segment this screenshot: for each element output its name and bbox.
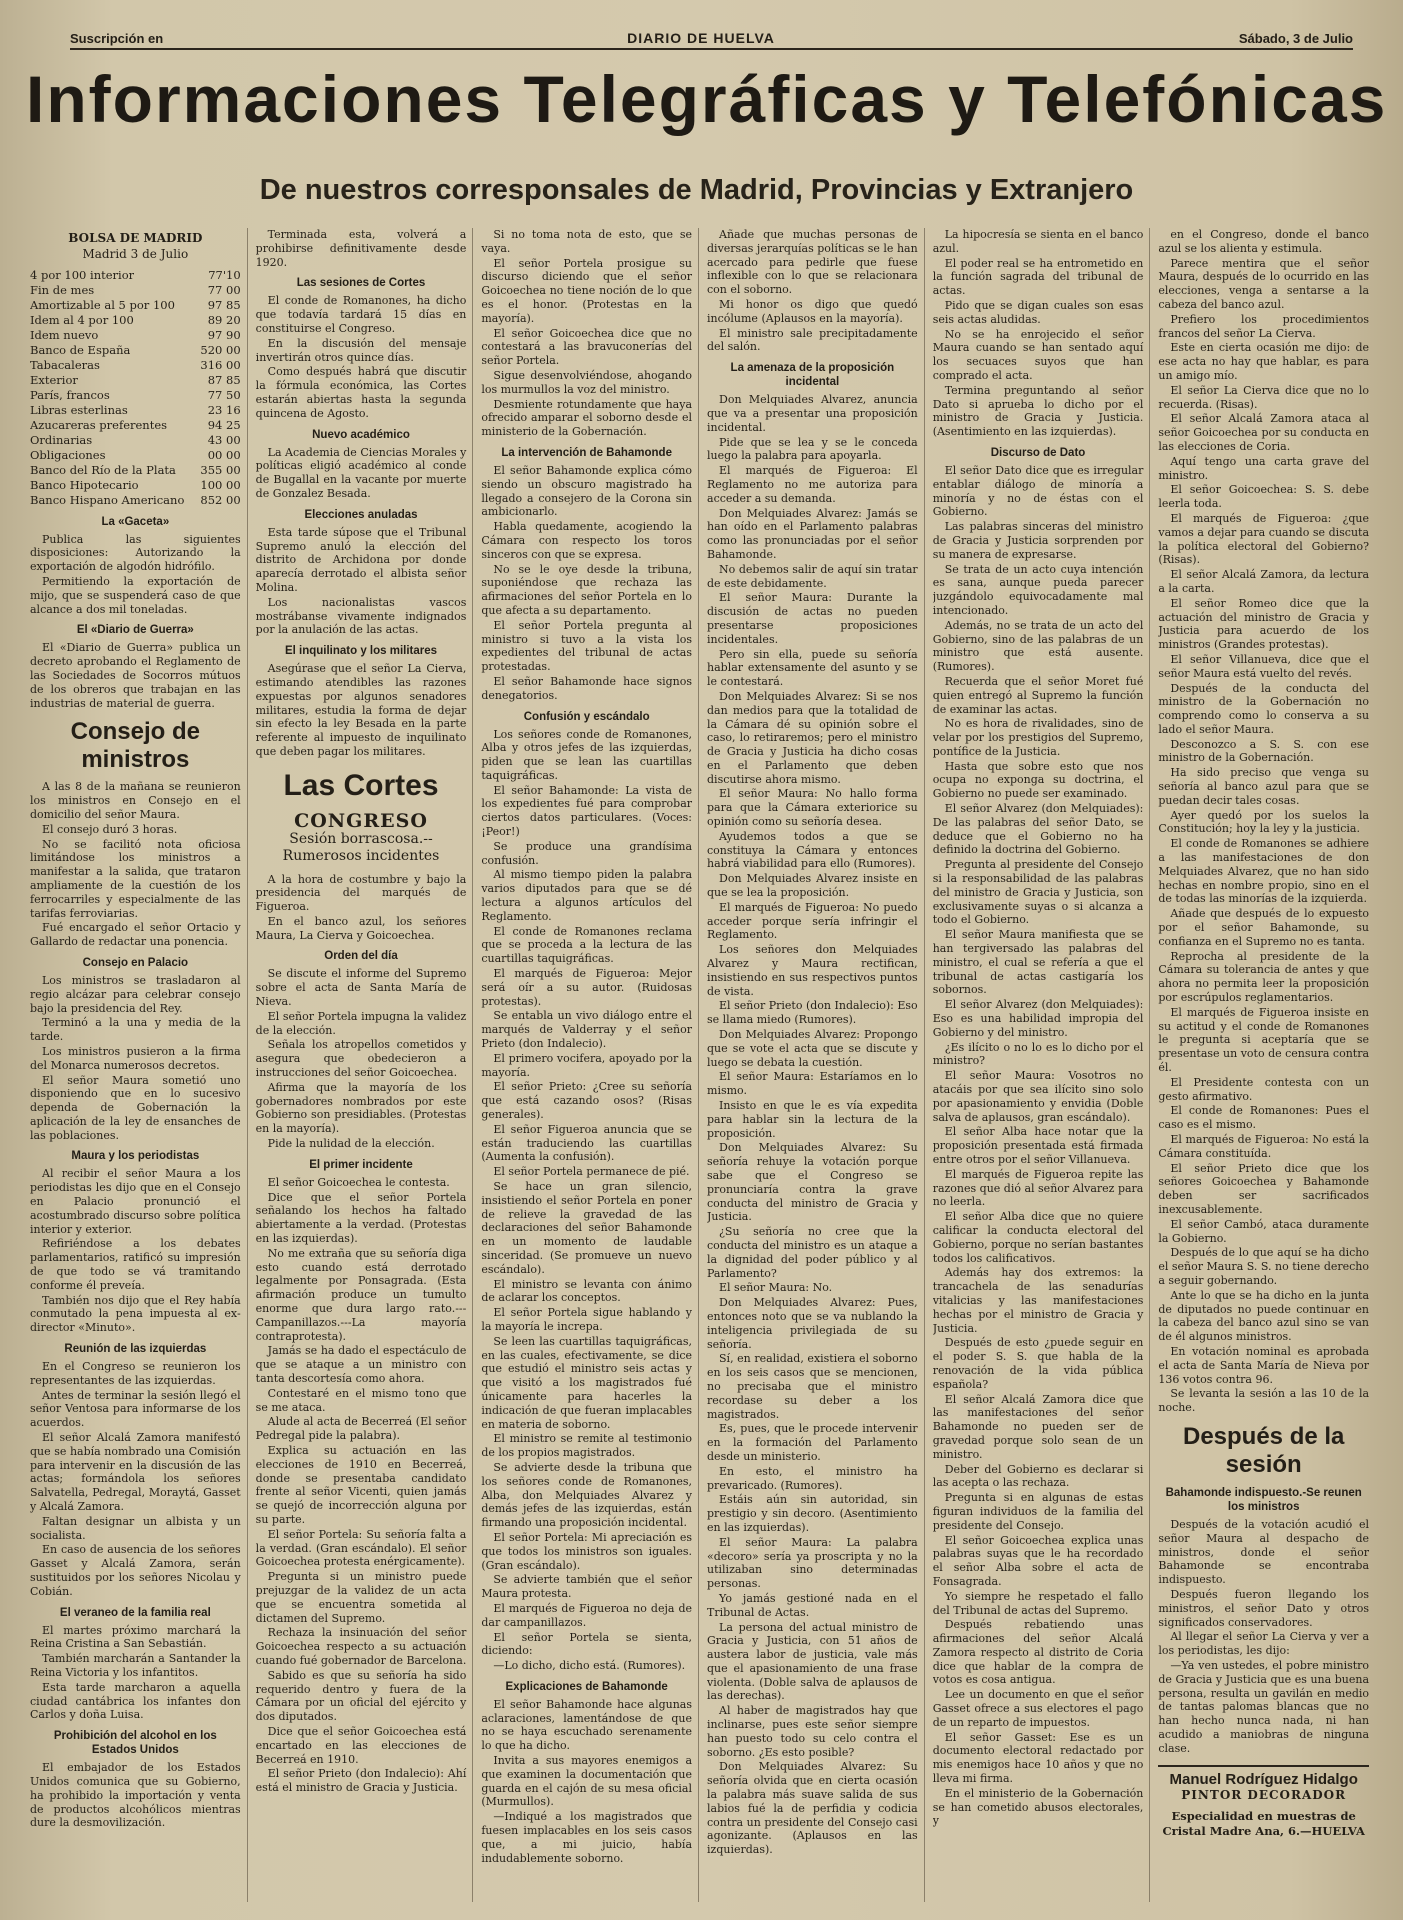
paragraph: El señor Alvarez (don Melquiades): Eso es una habilidad impropia del Gobierno y del ministro. [932,998,1144,1039]
paragraph: El marqués de Figueroa repite las razones que dió al señor Alvarez para no leerla. [932,1167,1144,1209]
paragraph: El embajador de los Estados Unidos comunica que su Gobierno, ha prohibido la importación y venta de productos alcohólicos mientras dure la desmovilización. [30,1761,241,1830]
paragraph: Sabido es que su señoría ha sido requerido dentro y fuera de la Cámara por un oficial del ejército y dos diputados. [255,1668,467,1724]
newspaper-name: DIARIO DE HUELVA [627,30,775,46]
paragraph: El señor Bahamonde explica cómo siendo un obscuro magistrado ha llegado a consejero de la Corona sin ambicionarlo. [481,463,693,519]
paragraph: En la discusión del mensaje invertirán otros quince días. [255,336,467,364]
bolsa-row: Azucareras preferentes 94 25 [30,417,241,432]
paragraph: —Ya ven ustedes, el pobre ministro de Gracia y Justicia que es una buena persona, resulta un gavilán en medio de tantas palomas blancas que no han hecho nunca nada, ni han acudido a maniobras de ninguna clase. [1158,1658,1370,1755]
section-heading: La amenaza de la proposición incidental [730,362,895,389]
paragraph: Don Melquiades Alvarez, anuncia que va a presentar una proposición incidental. [707,393,918,434]
paragraph: Pregunta si un ministro puede prejuzgar de la validez de un acta que se encuentra sometida al dictamen del Supremo. [255,1570,467,1625]
paragraph: El señor Goicoechea explica unas palabras suyas que le ha recordado el señor Alba sobre el acta de Fonsagrada. [932,1533,1144,1588]
section-heading: El primer incidente [309,1158,413,1171]
paragraph: Al recibir el señor Maura a los periodistas les dijo que en el Consejo en Palacio pronunció el acostumbrado discurso sobre política interior y exterior. [30,1167,241,1236]
paragraph: Hasta que sobre esto que nos ocupa no exponga su doctrina, el Gobierno no puede ser examinado. [932,759,1144,801]
section-heading: El «Diario de Guerra» [76,624,194,637]
paragraph: Don Melquiades Alvarez: Jamás se han oído en el Parlamento palabras como las pronunciadas por el señor Bahamonde. [707,506,918,561]
paragraph: El conde de Romanones reclama que se proceda a la lectura de las cuartillas taquigráficas. [481,924,693,966]
section-heading: La «Gaceta» [101,515,170,528]
bolsa-row: Banco Hipotecario 100 00 [30,477,241,492]
section-heading: Bahamonde indispuesto.-Se reunen los ministros [1165,1486,1362,1513]
paragraph: El señor Maura: No. [719,1281,833,1295]
section-heading: Discurso de Dato [990,446,1086,459]
paragraph: Se levanta la sesión a las 10 de la noche. [1158,1387,1370,1415]
paragraph: El ministro sale precipitadamente del salón. [707,326,918,354]
paragraph: Después rebatiendo unas afirmaciones del señor Alcalá Zamora respecto al distrito de Coria dice que hablar de la compra de votos es cosa antigua. [932,1618,1144,1687]
column-4 [707,228,925,1902]
paragraph: El Presidente contesta con un gesto afirmativo. [1158,1075,1370,1103]
paragraph: El señor Maura: Durante la discusión de actas no pueden presentarse proposiciones incidentales. [707,591,918,646]
paragraph: Asegúrase que el señor La Cierva, estimando atendibles las razones expuestas por algunos senadores militares, estudia la forma de dejar sin efecto la ley Besada en la parte referente al impuesto de inquilinato que deben pagar los militares. [255,662,467,758]
bolsa-row: Banco Hispano Americano 852 00 [30,492,241,507]
paragraph: En caso de ausencia de los señores Gasset y Alcalá Zamora, serán sustituidos por los señores Nicolau y Cobián. [30,1543,241,1598]
paragraph: Afirma que la mayoría de los gobernadores nombrados por este Gobierno son presidiables. (Protestas en la mayoría). [255,1080,467,1136]
advertiser-name: Manuel Rodríguez Hidalgo [1169,1771,1358,1789]
paragraph: Publica las siguientes disposiciones: Autorizando la exportación de algodón hidrófilo. [30,532,241,574]
paragraph: El señor Gasset: Ese es un documento electoral redactado por mis enemigos hace 10 años y que no lleva mi firma. [932,1730,1144,1786]
paragraph: El señor Prieto (don Indalecio): Eso se llama miedo (Rumores). [707,999,918,1027]
section-title: Las Cortes [283,768,439,802]
paragraph: El señor Romeo dice que la actuación del ministro de Gracia y Justicia para acuerdo de los ministros (Grandes protestas). [1158,596,1370,652]
subscription-note: Suscripción en [70,30,164,46]
paragraph: Invita a sus mayores enemigos a que examinen la documentación que guarda en el cajón de su mesa oficial (Murmullos). [481,1754,693,1809]
paragraph: Don Melquiades Alvarez: Si se nos dan medios para que la totalidad de la Cámara dé su opinión sobre el caso, lo retiraremos; pero el ministro de Gracia y Justicia ha dicho cosas en el Parlamento que deben discutirse ahora mismo. [707,689,918,786]
section-heading: Confusión y escándalo [523,710,650,723]
paragraph: La persona del actual ministro de Gracia y Justicia, con 51 años de austera labor de justicia, vale más que el apasionamiento de una frase violenta. (Doble salva de aplausos de las derechas). [707,1620,918,1703]
paragraph: Se discute el informe del Supremo sobre el acta de Santa María de Nieva. [255,967,467,1009]
paragraph: Se entabla un vivo diálogo entre el marqués de Valderray y el señor Prieto (don Indalecio). [481,1009,693,1051]
paragraph: El señor Portela: Mi apreciación es que todos los ministros son iguales. (Gran escándalo). [481,1530,693,1572]
paragraph: También marcharán a Santander la Reina Victoria y los infantitos. [30,1652,241,1679]
section-heading: Las sesiones de Cortes [296,277,426,290]
paragraph: Termina preguntando al señor Dato si aprueba lo dicho por el ministro de Gracia y Justicia. (Asentimiento en las izquierdas). [932,383,1144,439]
paragraph: en el Congreso, donde el banco azul se los alienta y estimula. [1158,228,1370,255]
paragraph: Ha sido preciso que venga su señoría al banco azul para que se puedan decir tales cosas. [1158,766,1370,807]
paragraph: El señor Portela: Su señoría falta a la verdad. (Gran escándalo). El señor Goicoechea protesta enérgicamente). [255,1527,467,1569]
paragraph: Ante lo que se ha dicho en la junta de diputados no puede continuar en la cabeza del banco azul sino se van de él algunos ministros. [1158,1288,1370,1344]
paragraph: El marqués de Figueroa: No está la Cámara constituída. [1158,1133,1370,1160]
paragraph: Habla quedamente, acogiendo la Cámara con respecto los toros sinceros con que se expresa. [481,520,693,561]
section-heading: Maura y los periodistas [71,1150,200,1163]
paragraph: Al mismo tiempo piden la palabra varios diputados para que se dé lectura a algunos artículos del Reglamento. [481,868,693,923]
paragraph: El conde de Romanones: Pues el caso es el mismo. [1158,1104,1370,1132]
bolsa-row: Libras esterlinas 23 16 [30,402,241,417]
bolsa-row: Tabacaleras 316 00 [30,357,241,372]
paragraph: Refiriéndose a los debates parlamentarios, ratificó su impresión de que todo se vá tramitando conforme él preveía. [30,1237,241,1292]
paragraph: El señor Portela prosigue su discurso diciendo que el señor Goicoechea no tiene noción de lo que es el honor. (Protestas en la mayoría). [481,256,693,325]
paragraph: Este en cierta ocasión me dijo: de ese acta no hay que hablar, es para un amigo mío. [1158,341,1370,382]
paragraph: Ayer quedó por los suelos la Constitución; hoy la ley y la justicia. [1158,808,1370,836]
paragraph: El consejo duró 3 horas. [42,822,178,836]
paragraph: Las palabras sinceras del ministro de Gracia y Justicia sorprenden por su manera de expresarse. [932,520,1144,561]
section-heading: Reunión de las izquierdas [64,1343,207,1356]
paragraph: Se advierte también que el señor Maura protesta. [481,1573,693,1601]
paragraph: El señor Bahamonde: La vista de los expedientes fué para comprobar ciertos datos particulares. (Voces: ¡Peor!) [481,783,693,839]
advertiser-details: Especialidad en muestras de Cristal Madre Ana, 6.—HUELVA [1162,1809,1365,1839]
bolsa-row: Obligaciones 00 00 [30,447,241,462]
paragraph: El señor Alvarez (don Melquiades): De las palabras del señor Dato, se deduce que el Gobierno no ha definido la doctrina del Gobierno. [932,802,1144,857]
paragraph: Además, no se trata de un acto del Gobierno, sino de las palabras de un ministro que está ausente. (Rumores). [932,618,1144,674]
paragraph: Desmiente rotundamente que haya ofrecido amparar el soborno desde el ministerio de la Gobernación. [481,397,693,439]
section-title: Consejo de ministros [70,718,201,774]
paragraph: El marqués de Figueroa no deja de dar campanillazos. [481,1601,693,1629]
paragraph: El señor Maura sometió uno disponiendo que en lo sucesivo dependa de Gobernación la aplicación de la ley de ensanches de las poblaciones. [30,1073,241,1142]
bolsa-row: Banco del Río de la Plata 355 00 [30,462,241,477]
paragraph: Los ministros se trasladaron al regio alcázar para celebrar consejo bajo la presidencia del Rey. [30,973,241,1015]
paragraph: El martes próximo marchará la Reina Cristina a San Sebastián. [30,1623,241,1651]
paragraph: El señor Goicoechea le contesta. [267,1175,450,1189]
paragraph: El señor Alcalá Zamora manifestó que se había nombrado una Comisión para intervenir en la discusión de las actas; formándola los señores Salvatella, Pedregal, Moraytá, Gasset y Alcalá Zamora. [30,1431,241,1514]
paragraph: También nos dijo que el Rey había conmutado la pena impuesta al ex-director «Minuto». [30,1293,241,1335]
paragraph: El señor Alba dice que no quiere calificar la conducta electoral del Gobierno, porque no serían bastantes todos los calificativos. [932,1210,1144,1265]
paragraph: El poder real se ha entrometido en la función sagrada del tribunal de actas. [932,256,1144,298]
paragraph: Explica su actuación en las elecciones de 1910 en Becerreá, donde se presentaba candidato frente al señor Vicenti, quien jamás se quejó de incorrección alguna por su parte. [255,1443,467,1526]
paragraph: Después fueron llegando los ministros, el señor Dato y otros significados conservadores. [1158,1587,1370,1629]
paragraph: Añade que después de lo expuesto por el señor Bahamonde, su confianza en el Supremo no es tanta. [1158,907,1370,948]
paragraph: Además hay dos extremos: la trancachela de las senadurías vitalicias y las manifestaciones hechas por el ministro de Gracia y Justicia. [932,1266,1144,1335]
paragraph: La Academia de Ciencias Morales y políticas eligió académico al conde de Bugallal en la vacante por muerte de Gonzalez Besada. [255,445,467,500]
paragraph: A las 8 de la mañana se reunieron los ministros en Consejo en el domicilio del señor Maura. [30,780,241,821]
paragraph: Pide que se lea y se le conceda luego la palabra para apoyarla. [707,435,918,463]
paragraph: Dice que el señor Goicoechea está encartado en las elecciones de Becerreá en 1910. [255,1724,467,1766]
paragraph: El señor La Cierva dice que no lo recuerda. (Risas). [1158,383,1370,411]
bolsa-row: Amortizable al 5 por 100 97 85 [30,297,241,312]
bolsa-row: Idem al 4 por 100 89 20 [30,312,241,327]
paragraph: El «Diario de Guerra» publica un decreto aprobando el Reglamento de las Sociedades de Socorros mútuos de los obreros que trabajan en las industrias de material de guerra. [30,641,241,710]
paragraph: Pero sin ella, puede su señoría hablar extensamente del asunto y se le contestará. [707,647,918,689]
paragraph: Yo jamás gestioné nada en el Tribunal de Actas. [707,1591,918,1619]
column-6 [1158,228,1375,1902]
paragraph: Añade que muchas personas de diversas jerarquías políticas se le han acercado para pedirle que fuese inflexible con lo que se relacionara con el soborno. [707,228,918,297]
advertiser-trade: PINTOR DECORADOR [1181,1788,1347,1803]
paragraph: El primero vocifera, apoyado por la mayoría. [481,1051,693,1079]
paragraph: El señor Maura: No hallo forma para que la Cámara exteriorice su opinión como su señoría desea. [707,787,918,829]
paragraph: Jamás se ha dado el espectáculo de que se ataque a un ministro con tanta descortesía como ahora. [255,1344,467,1385]
paragraph: Después de la votación acudió el señor Maura al despacho de ministros, donde el señor Bahamonde se encontraba indispuesto. [1158,1517,1370,1587]
advertisement [1158,1765,1369,1839]
paragraph: No se ha enrojecido el señor Maura cuando se han sentado aquí los secuaces suyos que han comprado el acta. [932,327,1144,382]
bolsa-row: 4 por 100 interior 77'10 [30,267,241,282]
section-heading: El veraneo de la familia real [59,1606,211,1619]
paragraph: Después de la conducta del ministro de la Gobernación no comprendo como lo conserva a su lado el señor Maura. [1158,681,1370,736]
paragraph: La hipocresía se sienta en el banco azul. [932,228,1144,255]
column-1 [30,228,248,1902]
paragraph: Aquí tengo una carta grave del ministro. [1158,454,1370,482]
paragraph: En el ministerio de la Gobernación se han cometido abusos electorales, y [932,1786,1144,1828]
paragraph: Don Melquiades Alvarez insiste en que se lea la proposición. [707,872,918,900]
paragraph: El señor Portela pregunta al ministro si tuvo a la vista los expedientes del tribunal de actas protestadas. [481,618,693,674]
section-heading: Consejo en Palacio [82,956,189,969]
section-heading: Prohibición del alcohol en los Estados Unidos [53,1730,217,1757]
paragraph: Contestaré en el mismo tono que se me ataca. [255,1386,467,1414]
issue-date: Sábado, 3 de Julio [1238,30,1353,46]
column-5 [933,228,1151,1902]
paragraph: Pido que se digan cuales son esas seis actas aludidas. [932,298,1144,326]
section-heading: La intervención de Bahamonde [501,446,672,459]
paragraph: Los señores conde de Romanones, Alba y otros jefes de las izquierdas, piden que se lean las cuartillas taquigráficas. [481,727,693,782]
paragraph: Faltan designar un albista y un socialista. [30,1514,241,1542]
paragraph: Los nacionalistas vascos mostrábanse vivamente indignados por la anulación de las actas. [255,595,467,637]
paragraph: ¿Su señoría no cree que la conducta del ministro es un ataque a la dignidad del poder público y al Parlamento? [707,1225,918,1280]
paragraph: En el Congreso se reunieron los representantes de las izquierdas. [30,1360,241,1387]
paragraph: El señor Maura manifiesta que se han tergiversado las palabras del ministro, el cual se refería a que el tribunal de actas castigaría los sobornos. [932,928,1144,997]
paragraph: Sí, en realidad, existiera el soborno en los seis casos que se mencionen, no precisaba que el ministro recordase su deber a los magistrados. [707,1352,918,1421]
paragraph: —Lo dicho, dicho está. (Rumores). [493,1659,686,1673]
paragraph: El ministro se remite al testimonio de los propios magistrados. [481,1432,693,1460]
paragraph: El marqués de Figueroa: No puedo acceder porque sería infringir el Reglamento. [707,900,918,942]
paragraph: No me extraña que su señoría diga esto cuando está derrotado legalmente por Ponsagrada. (Esta afirmación produce un tumulto enorme que dura largo rato.---Campanillazos.---La mayoría contraprotesta). [255,1246,467,1343]
bolsa-row: Fin de mes 77 00 [30,282,241,297]
paragraph: Alude al acta de Becerreá (El señor Pedregal pide la palabra). [255,1415,467,1443]
paragraph: El señor Portela permanece de pié. [493,1165,690,1179]
bolsa-row: Banco de España 520 00 [30,342,241,357]
paragraph: Estáis aún sin autoridad, sin prestigio y sin decoro. (Asentimiento en las izquierdas). [707,1493,918,1534]
paragraph: El señor Prieto (don Indalecio): Ahí está el ministro de Gracia y Justicia. [255,1767,467,1795]
paragraph: El señor Bahamonde hace algunas aclaraciones, lamentándose de que no se haya escuchado serenamente lo que ha dicho. [481,1697,693,1753]
column-2 [256,228,474,1902]
paragraph: El señor Portela sigue hablando y la mayoría le increpa. [481,1306,693,1333]
bolsa-row: París, francos 77 50 [30,387,241,402]
section-heading: El inquilinato y los militares [284,645,438,658]
paragraph: El ministro se levanta con ánimo de aclarar los conceptos. [481,1277,693,1305]
paragraph: Como después habrá que discutir la fórmula económica, las Cortes estarán abiertas hasta la segunda quincena de Agosto. [255,365,467,420]
paragraph: El conde de Romanones, ha dicho que todavía tardará 15 días en constituirse el Congreso. [255,294,467,335]
paragraph: El marqués de Figueroa: ¿que vamos a dejar para cuando se discuta la política electoral del Gobierno? (Risas). [1158,511,1370,567]
paragraph: En esto, el ministro ha prevaricado. (Rumores). [707,1464,918,1492]
section-heading: Orden del día [324,950,398,963]
paragraph: Antes de terminar la sesión llegó el señor Ventosa para informarse de los acuerdos. [30,1388,241,1430]
paragraph: Pregunta al presidente del Consejo si la responsabilidad de las palabras del ministro de Gracia y Justicia, son exclusivamente suyas o si alcanza a todo el Gobierno. [932,858,1144,927]
paragraph: Esta tarde marcharon a aquella ciudad cantábrica los infantes don Carlos y doña Luisa. [30,1680,241,1722]
paragraph: Señala los atropellos cometidos y asegura que obedecieron a instrucciones del señor Goicoechea. [255,1038,467,1080]
paragraph: El señor Figueroa anuncia que se están traduciendo las cuartillas (Aumenta la confusión). [481,1122,693,1164]
paragraph: Se hace un gran silencio, insistiendo el señor Portela en poner de relieve la gravedad de las declaraciones del señor Bahamonde en un momento de laudable sinceridad. (Se promueve un nuevo escándalo). [481,1180,693,1276]
paragraph: A la hora de costumbre y bajo la presidencia del marqués de Figueroa. [255,872,467,914]
paragraph: Don Melquiades Alvarez: Propongo que se vote el acta que se discute y luego se debata la cuestión. [707,1028,918,1069]
paragraph: El señor Dato dice que es irregular entablar diálogo de minoría a minoría y no de éstas con el Gobierno. [932,463,1144,519]
paragraph: Los ministros pusieron a la firma del Monarca numerosos decretos. [30,1044,241,1072]
paragraph: Yo siempre he respetado el fallo del Tribunal de actas del Supremo. [932,1589,1144,1617]
masthead-line [70,28,1353,50]
article-columns [30,228,1375,1902]
paragraph: Don Melquiades Alvarez: Su señoría rehuye la votación porque sabe que el Congreso se pronunciaría contra la grave conducta del ministro de Gracia y Justicia. [707,1141,918,1224]
paragraph: Insisto en que le es vía expedita para hablar sin la lectura de la proposición. [707,1099,918,1140]
paragraph: Mi honor os digo que quedó incólume (Aplausos en la mayoría). [707,297,918,325]
paragraph: Después de lo que aquí se ha dicho el señor Maura S. S. no tiene derecho a seguir gobernando. [1158,1246,1370,1287]
paragraph: Don Melquiades Alvarez: Su señoría olvida que en cierta ocasión la palabra más suave salida de sus labios fué la de perfidia y codicia contra un presidente del Consejo casi agonizante. (Aplausos en las izquierdas). [707,1760,918,1857]
paragraph: El señor Alcalá Zamora dice que las manifestaciones del señor Bahamonde no pueden ser de gravedad porque solo sean de un ministro. [932,1392,1144,1461]
paragraph: Sigue desenvolviéndose, ahogando los murmullos la voz del ministro. [481,368,693,396]
paragraph: No es hora de rivalidades, sino de velar por los prestigios del Supremo, pontífice de la Justicia. [932,717,1144,758]
paragraph: Se trata de un acto cuya intención es sana, aunque pueda parecer juzgándolo equivocadamente mal intencionado. [932,562,1144,617]
column-3 [481,228,699,1902]
paragraph: Al llegar el señor La Cierva y ver a los periodistas, les dijo: [1158,1630,1370,1658]
section-heading: Elecciones anuladas [304,508,418,521]
paragraph: Rechaza la insinuación del señor Goicoechea respecto a su actuación cuando fué gobernador de Barcelona. [255,1626,467,1667]
paragraph: No debemos salir de aquí sin tratar de este debidamente. [707,562,918,590]
congreso-heading: CONGRESO [294,809,428,832]
paragraph: Reprocha al presidente de la Cámara su tolerancia de antes y que ahora no permita leer la proposición por escrúpulos reglamentarios. [1158,949,1370,1005]
paragraph: Deber del Gobierno es declarar si las acepta o las rechaza. [932,1462,1144,1490]
section-heading: Nuevo académico [312,428,410,441]
paragraph: Al haber de magistrados hay que inclinarse, pues este señor siempre han puesto todo su celo contra el soborno. ¿Es esto posible? [707,1704,918,1759]
paragraph: El señor Bahamonde hace signos denegatorios. [481,674,693,702]
paragraph: El señor Maura: La palabra «decoro» sería ya proscripta y no la utilizaban sino determinadas personas. [707,1535,918,1591]
paragraph: El señor Cambó, ataca duramente la Gobierno. [1158,1217,1370,1245]
paragraph: Pregunta si en algunas de estas figuran individuos de la familia del presidente del Consejo. [932,1491,1144,1532]
paragraph: Terminada esta, volverá a prohibirse definitivamente desde 1920. [255,228,467,269]
paragraph: Ayudemos todos a que se constituya la Cámara y entonces habrá viabilidad para ello (Rumores). [707,829,918,871]
paragraph: Se produce una grandísima confusión. [481,839,693,867]
paragraph: Terminó a la una y media de la tarde. [30,1016,241,1044]
paragraph: Recuerda que el señor Moret fué quien entregó al Supremo la función de examinar las actas. [932,674,1144,716]
bolsa-row: Idem nuevo 97 90 [30,327,241,342]
paragraph: Es, pues, que le procede intervenir en la formación del Parlamento desde un ministerio. [707,1422,918,1463]
paragraph: El marqués de Figueroa: El Reglamento no me autoriza para acceder a su demanda. [707,464,918,505]
paragraph: Desconozco a S. S. con ese ministro de la Gobernación. [1158,737,1370,765]
paragraph: Fué encargado el señor Ortacio y Gallardo de redactar una ponencia. [30,921,241,949]
paragraph: Se advierte desde la tribuna que los señores conde de Romanones, Alba, don Melquiades Alvarez y demás jefes de las izquierdas, están firmando una proposición incidental. [481,1460,693,1530]
paragraph: El señor Maura: Estaríamos en lo mismo. [707,1070,918,1098]
paragraph: El señor Alba hace notar que la proposición presentada está firmada entre otros por el señor Villanueva. [932,1125,1144,1166]
paragraph: Don Melquiades Alvarez: Pues, entonces noto que se va nublando la inteligencia privilegiada de su señoría. [707,1296,918,1351]
paragraph: El señor Villanueva, dice que el señor Maura está vuelto del revés. [1158,652,1370,680]
paragraph: Esta tarde súpose que el Tribunal Supremo anuló la elección del distrito de Archidona por donde aparecía derrotado el albista señor Molina. [255,525,467,594]
paragraph: Dice que el señor Portela señalando los hechos ha faltado abiertamente a la verdad. (Protestas en las izquierdas). [255,1190,467,1246]
paragraph: Parece mentira que el señor Maura, después de lo ocurrido en las elecciones, venga a sentarse a la cabeza del banco azul. [1158,256,1370,311]
paragraph: Pide la nulidad de la elección. [267,1137,435,1151]
paragraph: El conde de Romanones se adhiere a las manifestaciones de don Melquiades Alvarez, que no han sido hechas en nombre propio, sino en el de todas las minorías de la izquierda. [1158,837,1370,906]
paragraph: —Indiqué a los magistrados que fuesen implacables en los seis casos que, a mi juicio, había indudablemente soborno. [481,1810,693,1865]
paragraph: Lee un documento en que el señor Gasset ofrece a sus electores el pago de un reparto de impuestos. [932,1688,1144,1729]
paragraph: El señor Maura: Vosotros no atacáis por que sea ilícito sino solo por apasionamiento y envidia (Doble salva de aplausos, gran escándalo). [932,1069,1144,1124]
paragraph: En votación nominal es aprobada el acta de Santa María de Nieva por 136 votos contra 96. [1158,1344,1370,1386]
paragraph: El señor Portela impugna la validez de la elección. [255,1009,467,1037]
paragraph: No se facilitó nota oficiosa limitándose los ministros a manifestar a la salida, que trataron ampliamente de la cuestión de los ferrocarriles y especialmente de las tarifas ferroviarias. [30,837,241,920]
bolsa-date: Madrid 3 de Julio [82,246,189,261]
paragraph: Los señores don Melquiades Alvarez y Maura rectifican, insistiendo en sus respectivos puntos de vista. [707,943,918,998]
main-headline: Informaciones Telegráficas y Telefónicas [26,62,1388,136]
paragraph: ¿Es ilícito o no lo es lo dicho por el ministro? [932,1040,1144,1068]
paragraph: Permitiendo la exportación de mijo, que se suspenderá caso de que alcance a dos mil toneladas. [30,574,241,616]
paragraph: El marqués de Figueroa insiste en su actitud y el conde de Romanones le pregunta si aceptaría que se presentase un voto de censura contra él. [1158,1005,1370,1075]
paragraph: Después de esto ¿puede seguir en el poder S. S. que habla de la renovación de la vida pública española? [932,1336,1144,1391]
section-title: Después de la sesión [1182,1422,1345,1478]
section-heading: Explicaciones de Bahamonde [505,1680,668,1693]
paragraph: En el banco azul, los señores Maura, La Cierva y Goicoechea. [255,914,467,942]
bolsa-row: Exterior 87 85 [30,372,241,387]
paragraph: El señor Prieto: ¿Cree su señoría que está cazando osos? (Risas generales). [481,1080,693,1122]
paragraph: El señor Prieto dice que los señores Goicoechea y Bahamonde deben ser sacrificados inexcusablemente. [1158,1161,1370,1216]
paragraph: Prefiero los procedimientos francos del señor La Cierva. [1158,312,1370,340]
paragraph: No se le oye desde la tribuna, suponiéndose que rechaza las afirmaciones del señor Portela en lo que afecta a su departamento. [481,562,693,617]
paragraph: El señor Portela se sienta, diciendo: [481,1630,693,1658]
bolsa-row: Ordinarias 43 00 [30,432,241,447]
paragraph: El señor Goicoechea dice que no contestará a las bravuconerías del señor Portela. [481,326,693,368]
paragraph: El señor Alcalá Zamora ataca al señor Goicoechea por su conducta en las elecciones de Coria. [1158,412,1370,453]
sub-headline: De nuestros corresponsales de Madrid, Provincias y Extranjero [259,174,1134,206]
paragraph: El señor Goicoechea: S. S. debe leerla toda. [1158,483,1370,511]
bolsa-title: BOLSA DE MADRID [68,231,203,245]
paragraph: Si no toma nota de esto, que se vaya. [481,228,693,255]
paragraph: El marqués de Figueroa: Mejor será oír a su autor. (Ruidosas protestas). [481,967,693,1008]
paragraph: Se leen las cuartillas taquigráficas, en las cuales, efectivamente, se dice que estudió el ministro seis actas y que visitó a los magistrados fué únicamente para hacerles la indicación de que fueran implacables en materia de soborno. [481,1334,693,1431]
congreso-subheading: Sesión borrascosa.--Rumerosos incidentes [282,830,440,864]
paragraph: El señor Alcalá Zamora, da lectura a la carta. [1158,568,1370,595]
